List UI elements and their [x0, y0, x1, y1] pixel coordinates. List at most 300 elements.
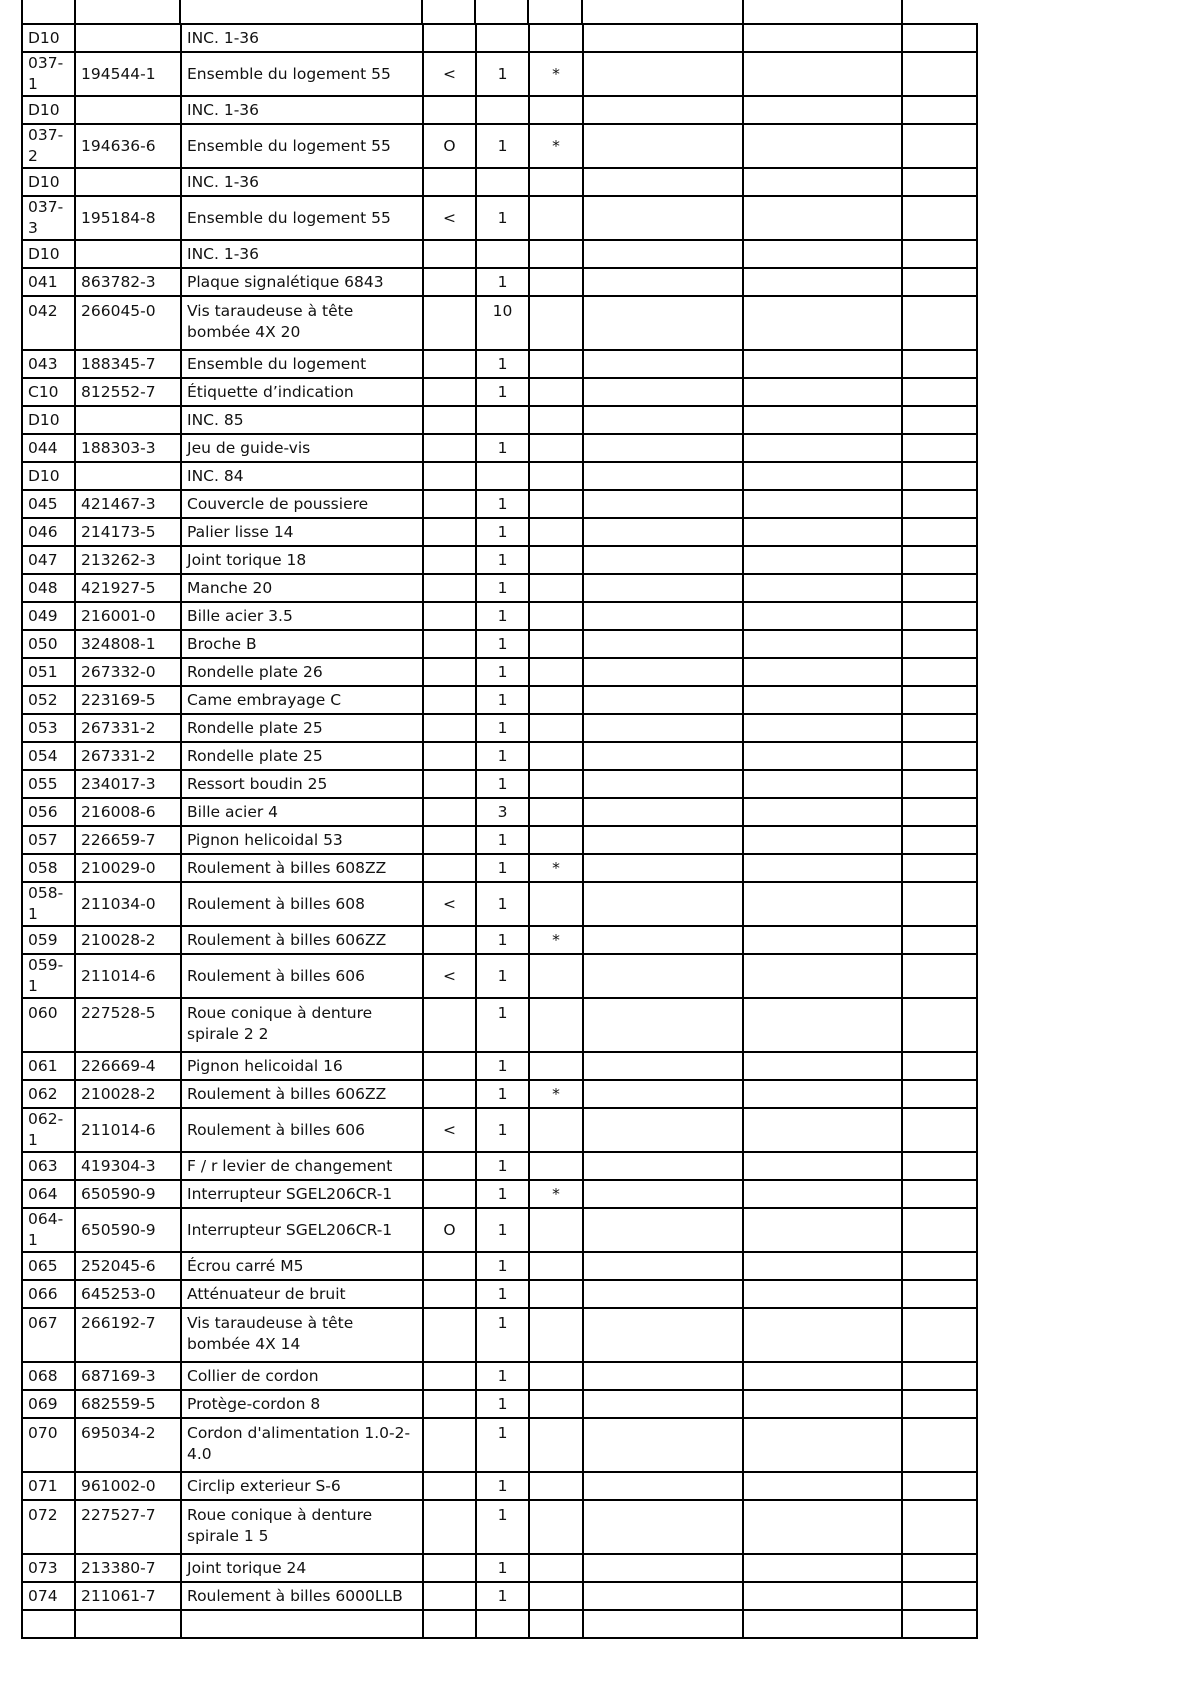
- ref-cell: 052: [22, 686, 75, 714]
- empty-cell: [583, 1554, 743, 1582]
- quantity-cell: 1: [476, 378, 529, 406]
- empty-cell: [583, 1052, 743, 1080]
- description-cell: Roulement à billes 6000LLB: [181, 1582, 423, 1610]
- quantity-cell: 1: [476, 518, 529, 546]
- description-cell: Roue conique à denture spirale 1 5: [181, 1500, 423, 1554]
- description-cell: Rondelle plate 26: [181, 658, 423, 686]
- empty-cell: [902, 96, 977, 124]
- table-row: [22, 1362, 977, 1390]
- part-number-cell: 234017-3: [75, 770, 181, 798]
- note-cell: [529, 574, 583, 602]
- quantity-cell: 1: [476, 954, 529, 998]
- mark-cell: [423, 240, 476, 268]
- description-cell: Roulement à billes 606: [181, 1108, 423, 1152]
- description-cell: Roulement à billes 608ZZ: [181, 854, 423, 882]
- part-number-cell: [75, 1610, 181, 1638]
- ref-cell: C10: [22, 378, 75, 406]
- parts-table-body: [22, 24, 977, 1638]
- empty-cell: [743, 124, 902, 168]
- quantity-cell: 1: [476, 1362, 529, 1390]
- table-row: [22, 1308, 977, 1362]
- note-cell: *: [529, 52, 583, 96]
- empty-cell: [743, 1252, 902, 1280]
- note-cell: [529, 24, 583, 52]
- quantity-cell: 1: [476, 1052, 529, 1080]
- mark-cell: [423, 1252, 476, 1280]
- part-number-cell: [75, 462, 181, 490]
- note-cell: [529, 998, 583, 1052]
- table-row: [22, 1554, 977, 1582]
- part-number-cell: 961002-0: [75, 1472, 181, 1500]
- note-cell: [529, 406, 583, 434]
- quantity-cell: 1: [476, 1418, 529, 1472]
- empty-cell: [743, 798, 902, 826]
- table-row: [22, 798, 977, 826]
- part-number-cell: 216001-0: [75, 602, 181, 630]
- part-number-cell: 863782-3: [75, 268, 181, 296]
- mark-cell: [423, 1052, 476, 1080]
- empty-cell: [583, 268, 743, 296]
- ref-cell: D10: [22, 462, 75, 490]
- mark-cell: <: [423, 196, 476, 240]
- empty-cell: [583, 462, 743, 490]
- table-row: [22, 998, 977, 1052]
- mark-cell: O: [423, 124, 476, 168]
- quantity-cell: 3: [476, 798, 529, 826]
- empty-cell: [743, 518, 902, 546]
- mark-cell: [423, 378, 476, 406]
- ref-cell: 074: [22, 1582, 75, 1610]
- empty-cell: [743, 826, 902, 854]
- table-row: [22, 1208, 977, 1252]
- table-row: [22, 854, 977, 882]
- quantity-cell: [476, 24, 529, 52]
- description-cell: [181, 1610, 423, 1638]
- note-cell: [529, 518, 583, 546]
- table-row: [22, 378, 977, 406]
- table-row: [22, 714, 977, 742]
- part-number-cell: 650590-9: [75, 1180, 181, 1208]
- quantity-cell: 10: [476, 296, 529, 350]
- empty-cell: [743, 630, 902, 658]
- part-number-cell: 682559-5: [75, 1390, 181, 1418]
- empty-cell: [902, 240, 977, 268]
- quantity-cell: 1: [476, 52, 529, 96]
- empty-cell: [583, 296, 743, 350]
- description-cell: INC. 84: [181, 462, 423, 490]
- ref-cell: 047: [22, 546, 75, 574]
- ref-cell: 044: [22, 434, 75, 462]
- quantity-cell: 1: [476, 1500, 529, 1554]
- description-cell: Pignon helicoidal 16: [181, 1052, 423, 1080]
- note-cell: [529, 882, 583, 926]
- mark-cell: <: [423, 882, 476, 926]
- part-number-cell: 194544-1: [75, 52, 181, 96]
- ref-cell: 043: [22, 350, 75, 378]
- mark-cell: [423, 350, 476, 378]
- note-cell: [529, 1610, 583, 1638]
- note-cell: *: [529, 926, 583, 954]
- table-row: [22, 1052, 977, 1080]
- mark-cell: [423, 686, 476, 714]
- empty-cell: [743, 1208, 902, 1252]
- part-number-cell: 324808-1: [75, 630, 181, 658]
- empty-cell: [583, 546, 743, 574]
- table-row: [22, 96, 977, 124]
- part-number-cell: 650590-9: [75, 1208, 181, 1252]
- description-cell: Ensemble du logement 55: [181, 124, 423, 168]
- empty-cell: [743, 52, 902, 96]
- note-cell: [529, 714, 583, 742]
- empty-cell: [583, 1208, 743, 1252]
- description-cell: F / r levier de changement: [181, 1152, 423, 1180]
- part-number-cell: 227528-5: [75, 998, 181, 1052]
- empty-cell: [583, 798, 743, 826]
- table-row: [22, 1500, 977, 1554]
- ref-cell: 037-1: [22, 52, 75, 96]
- empty-cell: [583, 826, 743, 854]
- mark-cell: [423, 434, 476, 462]
- mark-cell: [423, 926, 476, 954]
- table-row: [22, 742, 977, 770]
- empty-cell: [743, 24, 902, 52]
- empty-cell: [583, 1108, 743, 1152]
- empty-cell: [902, 854, 977, 882]
- empty-cell: [583, 378, 743, 406]
- note-cell: [529, 1500, 583, 1554]
- ref-cell: 066: [22, 1280, 75, 1308]
- ref-cell: D10: [22, 168, 75, 196]
- part-number-cell: 195184-8: [75, 196, 181, 240]
- empty-cell: [583, 998, 743, 1052]
- table-row: [22, 1252, 977, 1280]
- empty-cell: [583, 742, 743, 770]
- empty-cell: [743, 926, 902, 954]
- empty-cell: [583, 1610, 743, 1638]
- part-number-cell: 419304-3: [75, 1152, 181, 1180]
- description-cell: Interrupteur SGEL206CR-1: [181, 1208, 423, 1252]
- quantity-cell: 1: [476, 350, 529, 378]
- empty-cell: [743, 1108, 902, 1152]
- empty-cell: [743, 268, 902, 296]
- part-number-cell: 226669-4: [75, 1052, 181, 1080]
- empty-cell: [583, 1080, 743, 1108]
- mark-cell: [423, 1280, 476, 1308]
- part-number-cell: 687169-3: [75, 1362, 181, 1390]
- quantity-cell: 1: [476, 546, 529, 574]
- mark-cell: [423, 490, 476, 518]
- description-cell: Ensemble du logement: [181, 350, 423, 378]
- empty-cell: [902, 798, 977, 826]
- table-row: [22, 124, 977, 168]
- empty-cell: [743, 854, 902, 882]
- empty-cell: [902, 490, 977, 518]
- empty-cell: [902, 1080, 977, 1108]
- note-cell: [529, 350, 583, 378]
- table-row: [22, 826, 977, 854]
- empty-cell: [583, 954, 743, 998]
- ref-cell: 069: [22, 1390, 75, 1418]
- mark-cell: [423, 630, 476, 658]
- note-cell: [529, 1152, 583, 1180]
- note-cell: [529, 378, 583, 406]
- part-number-cell: 188303-3: [75, 434, 181, 462]
- quantity-cell: 1: [476, 658, 529, 686]
- part-number-cell: 211034-0: [75, 882, 181, 926]
- note-cell: *: [529, 854, 583, 882]
- empty-cell: [743, 1308, 902, 1362]
- description-cell: Ressort boudin 25: [181, 770, 423, 798]
- mark-cell: [423, 406, 476, 434]
- empty-cell: [743, 1582, 902, 1610]
- mark-cell: [423, 546, 476, 574]
- quantity-cell: 1: [476, 1208, 529, 1252]
- empty-cell: [743, 602, 902, 630]
- note-cell: [529, 196, 583, 240]
- table-row: [22, 574, 977, 602]
- note-cell: *: [529, 1180, 583, 1208]
- ref-cell: 055: [22, 770, 75, 798]
- table-row: [22, 954, 977, 998]
- empty-cell: [583, 770, 743, 798]
- part-number-cell: 211061-7: [75, 1582, 181, 1610]
- ref-cell: 070: [22, 1418, 75, 1472]
- mark-cell: [423, 1582, 476, 1610]
- table-row: [22, 52, 977, 96]
- empty-cell: [902, 434, 977, 462]
- ref-cell: 064-1: [22, 1208, 75, 1252]
- empty-cell: [743, 1280, 902, 1308]
- description-cell: Jeu de guide-vis: [181, 434, 423, 462]
- part-number-cell: 216008-6: [75, 798, 181, 826]
- quantity-cell: 1: [476, 434, 529, 462]
- part-number-cell: 213380-7: [75, 1554, 181, 1582]
- description-cell: Bille acier 3.5: [181, 602, 423, 630]
- mark-cell: [423, 1362, 476, 1390]
- quantity-cell: 1: [476, 854, 529, 882]
- ref-cell: 058-1: [22, 882, 75, 926]
- parts-table: [21, 23, 978, 1639]
- empty-cell: [902, 1582, 977, 1610]
- part-number-cell: 211014-6: [75, 1108, 181, 1152]
- empty-cell: [583, 1152, 743, 1180]
- empty-cell: [583, 406, 743, 434]
- empty-cell: [583, 434, 743, 462]
- description-cell: Pignon helicoidal 53: [181, 826, 423, 854]
- description-cell: Couvercle de poussiere: [181, 490, 423, 518]
- empty-cell: [743, 574, 902, 602]
- description-cell: Ensemble du logement 55: [181, 52, 423, 96]
- mark-cell: <: [423, 1108, 476, 1152]
- note-cell: [529, 1554, 583, 1582]
- empty-cell: [583, 350, 743, 378]
- quantity-cell: 1: [476, 124, 529, 168]
- table-row: [22, 406, 977, 434]
- description-cell: Atténuateur de bruit: [181, 1280, 423, 1308]
- note-cell: [529, 658, 583, 686]
- ref-cell: D10: [22, 240, 75, 268]
- mark-cell: [423, 658, 476, 686]
- part-number-cell: [75, 96, 181, 124]
- part-number-cell: 645253-0: [75, 1280, 181, 1308]
- mark-cell: [423, 518, 476, 546]
- quantity-cell: 1: [476, 1180, 529, 1208]
- empty-cell: [583, 52, 743, 96]
- empty-cell: [902, 1472, 977, 1500]
- quantity-cell: 1: [476, 686, 529, 714]
- empty-cell: [583, 1252, 743, 1280]
- part-number-cell: 194636-6: [75, 124, 181, 168]
- empty-cell: [583, 1390, 743, 1418]
- table-row: [22, 546, 977, 574]
- table-row: [22, 168, 977, 196]
- quantity-cell: 1: [476, 1308, 529, 1362]
- description-cell: Bille acier 4: [181, 798, 423, 826]
- quantity-cell: 1: [476, 1554, 529, 1582]
- empty-cell: [902, 1052, 977, 1080]
- empty-cell: [902, 1208, 977, 1252]
- empty-cell: [583, 602, 743, 630]
- empty-cell: [902, 926, 977, 954]
- empty-cell: [583, 1582, 743, 1610]
- table-row: [22, 1390, 977, 1418]
- quantity-cell: 1: [476, 770, 529, 798]
- empty-cell: [583, 686, 743, 714]
- note-cell: [529, 826, 583, 854]
- empty-cell: [902, 1362, 977, 1390]
- note-cell: [529, 1208, 583, 1252]
- empty-cell: [902, 954, 977, 998]
- table-row: [22, 658, 977, 686]
- part-number-cell: 213262-3: [75, 546, 181, 574]
- table-row: [22, 686, 977, 714]
- empty-cell: [902, 770, 977, 798]
- note-cell: [529, 1390, 583, 1418]
- empty-cell: [902, 1418, 977, 1472]
- empty-cell: [902, 1180, 977, 1208]
- description-cell: Roulement à billes 608: [181, 882, 423, 926]
- quantity-cell: 1: [476, 882, 529, 926]
- table-row: [22, 1610, 977, 1638]
- note-cell: [529, 1362, 583, 1390]
- mark-cell: [423, 714, 476, 742]
- empty-cell: [902, 1554, 977, 1582]
- note-cell: [529, 434, 583, 462]
- empty-cell: [583, 240, 743, 268]
- empty-cell: [902, 350, 977, 378]
- description-cell: Came embrayage C: [181, 686, 423, 714]
- ref-cell: 063: [22, 1152, 75, 1180]
- empty-cell: [743, 96, 902, 124]
- note-cell: [529, 296, 583, 350]
- ref-cell: 059: [22, 926, 75, 954]
- empty-cell: [743, 462, 902, 490]
- part-number-cell: 211014-6: [75, 954, 181, 998]
- ref-cell: D10: [22, 96, 75, 124]
- description-cell: Roulement à billes 606: [181, 954, 423, 998]
- part-number-cell: 223169-5: [75, 686, 181, 714]
- ref-cell: 051: [22, 658, 75, 686]
- mark-cell: [423, 1180, 476, 1208]
- table-row: [22, 1582, 977, 1610]
- part-number-cell: 267331-2: [75, 714, 181, 742]
- empty-cell: [902, 168, 977, 196]
- note-cell: [529, 954, 583, 998]
- empty-cell: [902, 574, 977, 602]
- mark-cell: [423, 462, 476, 490]
- empty-cell: [583, 658, 743, 686]
- empty-cell: [583, 168, 743, 196]
- quantity-cell: 1: [476, 602, 529, 630]
- empty-cell: [583, 1362, 743, 1390]
- empty-cell: [902, 24, 977, 52]
- empty-cell: [902, 742, 977, 770]
- empty-cell: [743, 1610, 902, 1638]
- empty-cell: [583, 518, 743, 546]
- table-row: [22, 296, 977, 350]
- empty-cell: [743, 196, 902, 240]
- note-cell: [529, 1582, 583, 1610]
- empty-cell: [743, 1418, 902, 1472]
- empty-cell: [902, 378, 977, 406]
- note-cell: [529, 240, 583, 268]
- empty-cell: [902, 602, 977, 630]
- table-row: [22, 882, 977, 926]
- empty-cell: [743, 1390, 902, 1418]
- ref-cell: 053: [22, 714, 75, 742]
- mark-cell: [423, 1610, 476, 1638]
- quantity-cell: 1: [476, 1280, 529, 1308]
- mark-cell: [423, 1418, 476, 1472]
- table-row: [22, 350, 977, 378]
- empty-cell: [902, 714, 977, 742]
- description-cell: Protège-cordon 8: [181, 1390, 423, 1418]
- description-cell: Interrupteur SGEL206CR-1: [181, 1180, 423, 1208]
- mark-cell: [423, 296, 476, 350]
- part-number-cell: 188345-7: [75, 350, 181, 378]
- ref-cell: 048: [22, 574, 75, 602]
- empty-cell: [902, 658, 977, 686]
- note-cell: [529, 1108, 583, 1152]
- empty-cell: [583, 24, 743, 52]
- empty-cell: [743, 406, 902, 434]
- part-number-cell: 421467-3: [75, 490, 181, 518]
- part-number-cell: 695034-2: [75, 1418, 181, 1472]
- table-row: [22, 196, 977, 240]
- quantity-cell: 1: [476, 926, 529, 954]
- table-row: [22, 1152, 977, 1180]
- part-number-cell: 210028-2: [75, 926, 181, 954]
- mark-cell: <: [423, 954, 476, 998]
- empty-cell: [583, 882, 743, 926]
- ref-cell: 037-3: [22, 196, 75, 240]
- empty-cell: [583, 714, 743, 742]
- quantity-cell: 1: [476, 826, 529, 854]
- empty-cell: [743, 1180, 902, 1208]
- mark-cell: [423, 602, 476, 630]
- empty-cell: [583, 1180, 743, 1208]
- empty-cell: [743, 1052, 902, 1080]
- empty-cell: [902, 882, 977, 926]
- empty-cell: [902, 124, 977, 168]
- description-cell: INC. 1-36: [181, 96, 423, 124]
- ref-cell: 068: [22, 1362, 75, 1390]
- note-cell: [529, 546, 583, 574]
- empty-cell: [743, 1472, 902, 1500]
- note-cell: [529, 742, 583, 770]
- ref-cell: 041: [22, 268, 75, 296]
- empty-cell: [902, 630, 977, 658]
